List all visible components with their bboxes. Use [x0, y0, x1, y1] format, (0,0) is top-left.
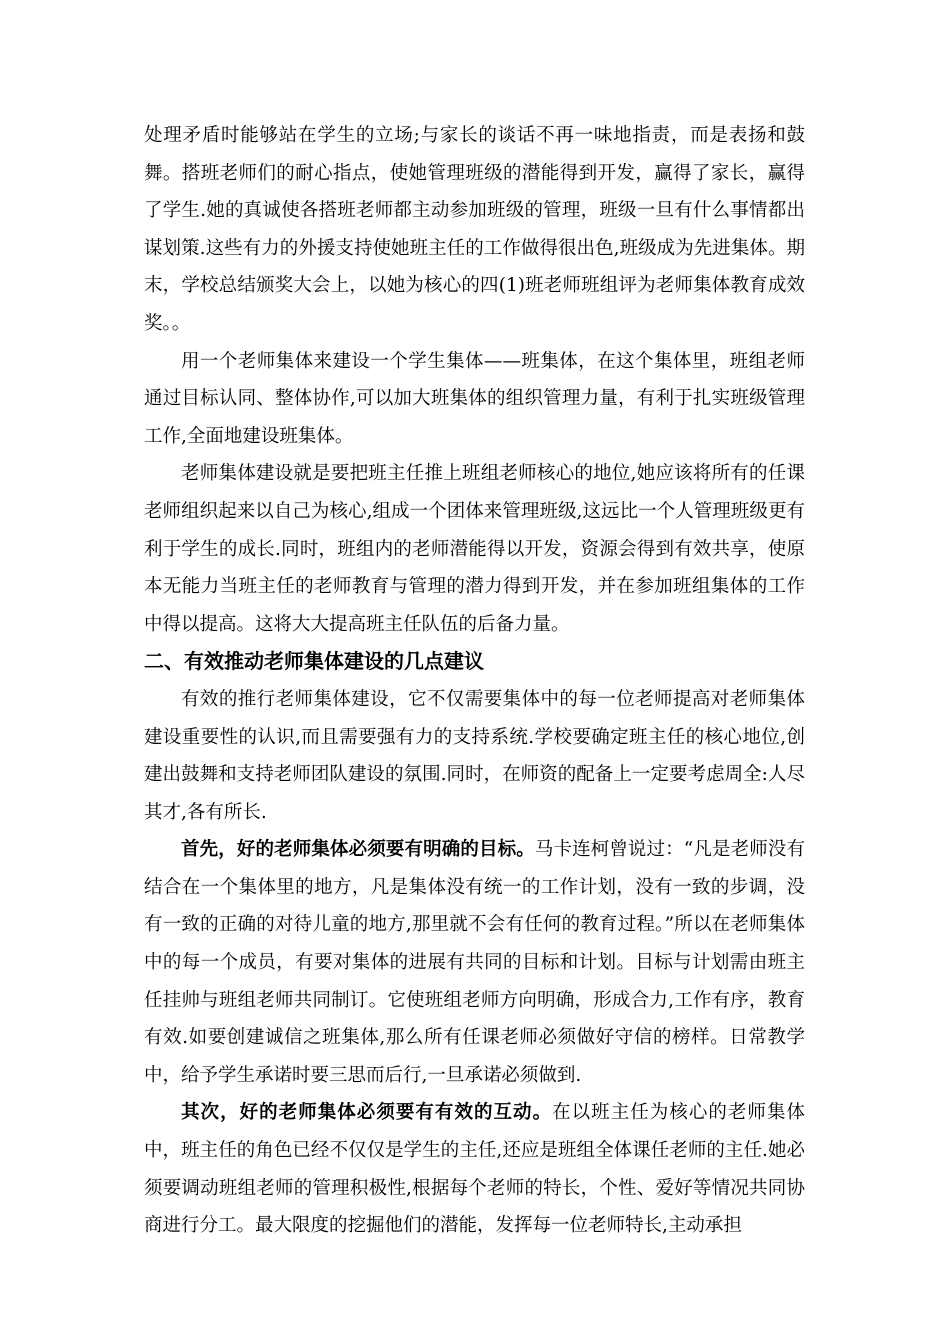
document-body [144, 117, 805, 1245]
paragraph-2: 用一个老师集体来建设一个学生集体——班集体，在这个集体里，班组老师通过目标认同、整体协作,可以加大班集体的组织管理力量，有利于扎实班级管理工作,全面地建设班集体。 [144, 350, 805, 447]
paragraph-5-lead: 首先，好的老师集体必须要有明确的目标。 [181, 839, 535, 861]
paragraph-5-text: 马卡连柯曾说过：“凡是老师没有结合在一个集体里的地方，凡是集体没有统一的工作计划，没有一致的步调，没有一致的正确的对待儿童的地方,那里就不会有任何的教育过程。”所以在老师集体中的每一个成员，有要对集体的进展有共同的目标和计划。目标与计划需由班主任挂帅与班组老师共同制订。它使班组老师方向明确，形成合力,工作有序，教育有效.如要创建诚信之班集体,那么所有任课老师必须做好守信的榜样。日常教学中，给予学生承诺时要三思而后行,一旦承诺必须做到. [144, 839, 805, 1086]
paragraph-6-text: 在以班主任为核心的老师集体中，班主任的角色已经不仅仅是学生的主任,还应是班组全体课任老师的主任.她必须要调动班组老师的管理积极性,根据每个老师的特长，个性、爱好等情况共同协商进行分工。最大限度的挖掘他们的潜能，发挥每一位老师特长,主动承担 [144, 1102, 805, 1237]
paragraph-6 [144, 1094, 805, 1244]
paragraph-1: 处理矛盾时能够站在学生的立场;与家长的谈话不再一味地指责，而是表扬和鼓舞。搭班老师们的耐心指点，使她管理班级的潜能得到开发，赢得了家长，赢得了学生.她的真诚使各搭班老师都主动参加班级的管理，班级一旦有什么事情都出谋划策.这些有力的外援支持使她班主任的工作做得很出色,班级成为先进集体。期末，学校总结颁奖大会上，以她为核心的四(1)班老师班组评为老师集体教育成效奖。。 [144, 125, 805, 334]
paragraph-6-lead: 其次，好的老师集体必须要有有效的互动。 [181, 1102, 553, 1124]
paragraph-5 [144, 831, 805, 1094]
paragraph-3: 老师集体建设就是要把班主任推上班组老师核心的地位,她应该将所有的任课老师组织起来以自己为核心,组成一个团体来管理班级,这远比一个人管理班级更有利于学生的成长.同时，班组内的老师潜能得以开发，资源会得到有效共享，使原本无能力当班主任的老师教育与管理的潜力得到开发，并在参加班组集体的工作中得以提高。这将大大提高班主任队伍的后备力量。 [144, 463, 805, 635]
paragraph-4: 有效的推行老师集体建设，它不仅需要集体中的每一位老师提高对老师集体建设重要性的认识,而且需要强有力的支持系统.学校要确定班主任的核心地位,创建出鼓舞和支持老师团队建设的氛围.同时，在师资的配备上一定要考虑周全:人尽其才,各有所长. [144, 688, 805, 823]
section-heading: 二、有效推动老师集体建设的几点建议 [144, 649, 484, 674]
